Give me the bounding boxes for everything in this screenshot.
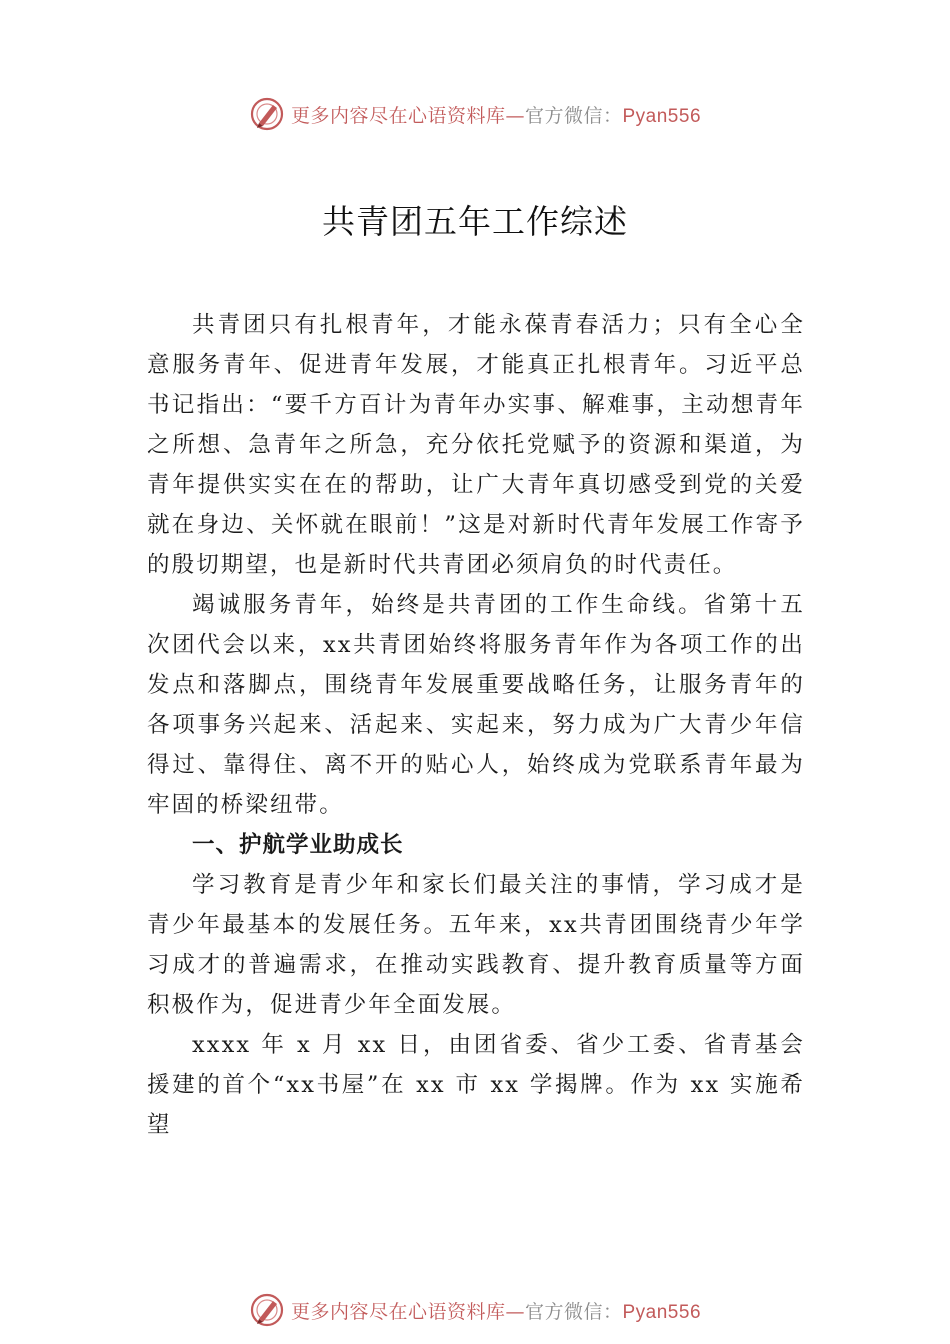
banner-site-text: 更多内容尽在心语资料库 [290, 104, 506, 127]
banner-wechat-label: 官方微信： [524, 104, 623, 127]
paragraph-education: 学习教育是青少年和家长们最关注的事情，学习成才是青少年最基本的发展任务。五年来，xx共青团围绕青少年学习成才的普遍需求，在推动实践教育、提升教育质量等方面积极作为，促进青少年全面发展。 [147, 872, 805, 1018]
banner-wechat-handle: Pyan556 [622, 1301, 702, 1323]
banner-separator: — [505, 1300, 525, 1323]
banner-wechat-handle: Pyan556 [622, 105, 702, 127]
pen-logo-icon [249, 1292, 285, 1328]
banner-site-text: 更多内容尽在心语资料库 [290, 1300, 506, 1323]
section-heading: 一、护航学业助成长 [192, 832, 404, 858]
banner-text [291, 101, 701, 128]
footer-banner [0, 1290, 950, 1330]
banner-separator: — [505, 104, 525, 127]
header-banner [0, 94, 950, 134]
document-body [147, 305, 805, 1145]
paragraph-intro: 共青团只有扎根青年，才能永葆青春活力；只有全心全意服务青年、促进青年发展，才能真正扎根青年。习近平总书记指出：“要千方百计为青年办实事、解难事，主动想青年之所想、急青年之所急，充分依托党赋予的资源和渠道，为青年提供实实在在的帮助，让广大青年真切感受到党的关爱就在身边、关怀就在眼前！”这是对新时代青年发展工作寄予的殷切期望，也是新时代共青团必须肩负的时代责任。 [147, 312, 805, 578]
banner-wechat-label: 官方微信： [524, 1300, 623, 1323]
document-title: 共青团五年工作综述 [322, 202, 628, 241]
banner-text [291, 1297, 701, 1324]
pen-logo-icon [249, 96, 285, 132]
paragraph-bookroom: xxxx 年 x 月 xx 日，由团省委、省少工委、省青基会援建的首个“xx书屋”在 xx 市 xx 学揭牌。作为 xx 实施希望 [147, 1032, 805, 1138]
paragraph-service: 竭诚服务青年，始终是共青团的工作生命线。省第十五次团代会以来，xx共青团始终将服务青年作为各项工作的出发点和落脚点，围绕青年发展重要战略任务，让服务青年的各项事务兴起来、活起来、实起来，努力成为广大青少年信得过、靠得住、离不开的贴心人，始终成为党联系青年最为牢固的桥梁纽带。 [147, 592, 805, 818]
